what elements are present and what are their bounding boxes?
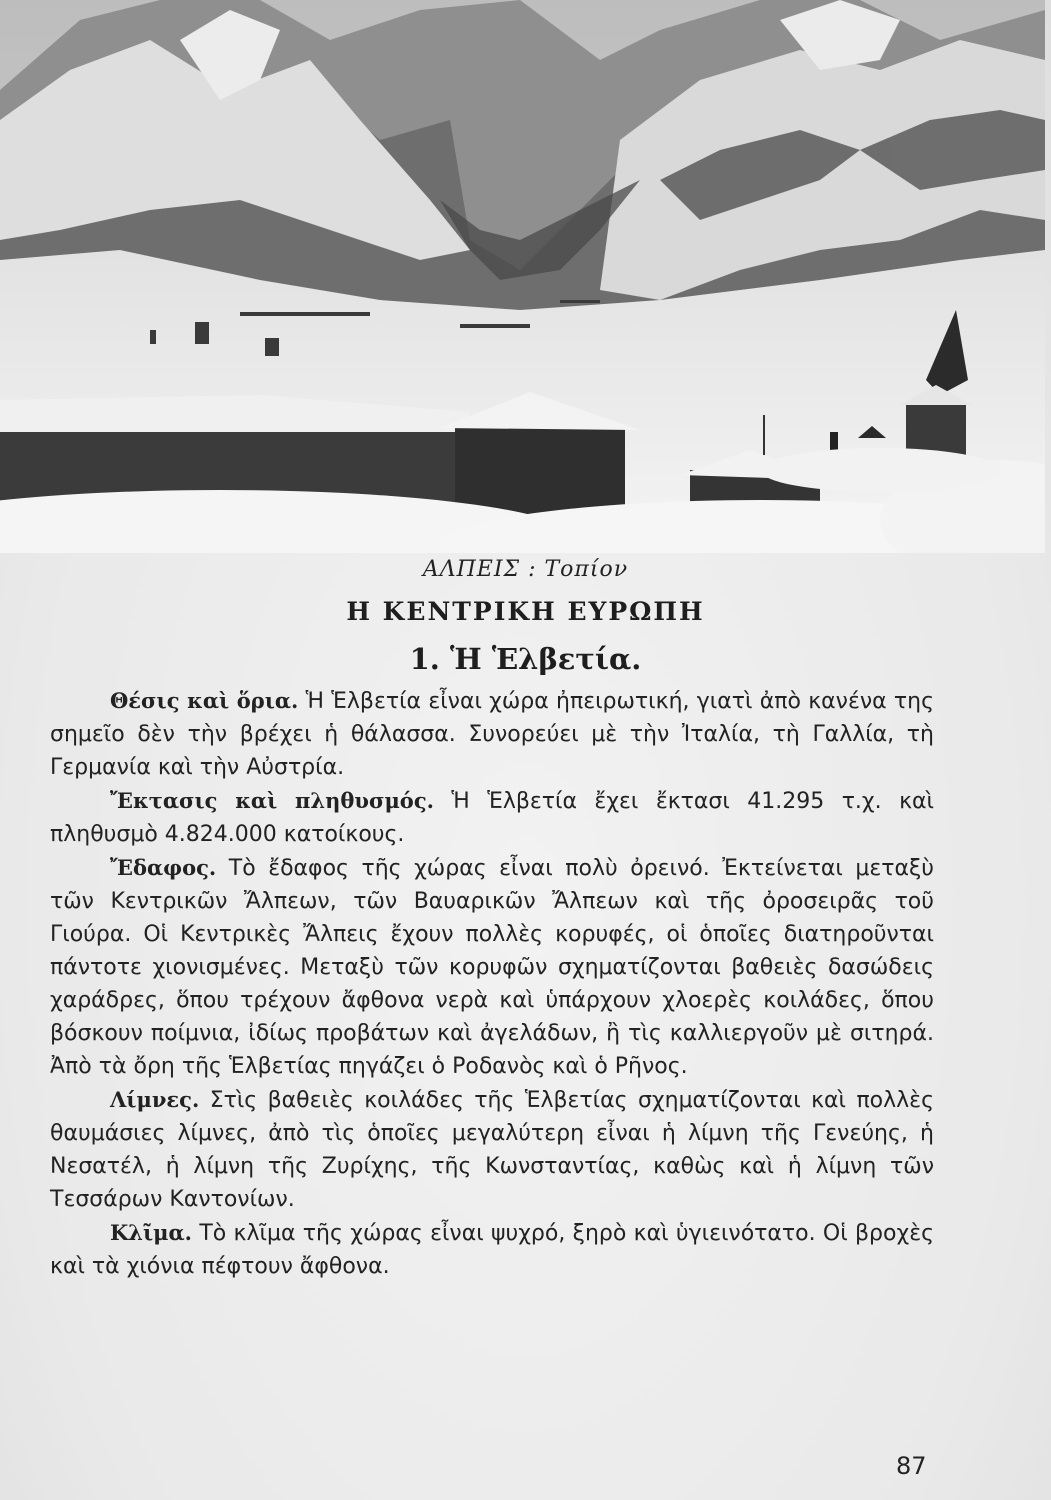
paragraph-heading: Ἔδαφος. bbox=[110, 855, 217, 880]
chapter-title: 1. Ἡ Ἑλβετία. bbox=[409, 642, 642, 676]
paragraph-position-borders bbox=[50, 684, 934, 784]
paragraph-text: Τὸ ἔδαφος τῆς χώρας εἶναι πολὺ ὀρεινό. Ἐκτείνεται μεταξὺ τῶν Κεντρικῶν Ἄλπεων, τῶν Βαυαρικῶν Ἄλπεων καὶ τῆς ὀροσειρᾶς τοῦ Γιούρα. Οἱ Κεντρικὲς Ἄλπεις ἔχουν πολλὲς κορυφές, οἱ ὁποῖες διατηροῦνται πάντοτε χιονισμένες. Μεταξὺ τῶν κορυφῶν σχηματίζονται βαθειὲς δασώδεις χαράδρες, ὅπου τρέχουν ἄφθονα νερὰ καὶ ὑπάρχουν χλοερὲς κοιλάδες, ὅπου βόσκουν ποίμνια, ἰδίως προβάτων καὶ ἀγελάδων, ἢ τὶς καλλιεργοῦν μὲ σιτηρά. Ἀπὸ τὰ ὄρη τῆς Ἑλβετίας πηγάζει ὁ Ροδανὸς καὶ ὁ Ρῆνος. bbox=[50, 856, 934, 1079]
paragraph-text: Ἡ Ἑλβετία εἶναι χώρα ἠπειρωτική, γιατὶ ἀπὸ κανένα της σημεῖο δὲν τὴν βρέχει ἡ θάλασσα. Συνορεύει μὲ τὴν Ἰταλία, τὴ Γαλλία, τὴ Γερμανία καὶ τὴν Αὐστρία. bbox=[50, 689, 935, 780]
paragraph-text: Τὸ κλῖμα τῆς χώρας εἶναι ψυχρό, ξηρὸ καὶ ὑγιεινότατο. Οἱ βροχὲς καὶ τὰ χιόνια πέφτουν ἄφθονα. bbox=[50, 1221, 934, 1279]
alps-photo-illustration bbox=[0, 0, 1045, 553]
page-number: 87 bbox=[896, 1452, 927, 1480]
section-title: Η ΚΕΝΤΡΙΚΗ ΕΥΡΩΠΗ bbox=[346, 597, 705, 626]
paragraph-heading: Ἔκτασις καὶ πληθυσμός. bbox=[110, 788, 434, 813]
paragraph-climate bbox=[50, 1216, 934, 1283]
photo-caption: ΑΛΠΕΙΣ : Τοπίον bbox=[422, 557, 629, 582]
article-body bbox=[50, 684, 934, 1283]
paragraph-text: Ἡ Ἑλβετία ἔχει ἔκτασι 41.295 τ.χ. καὶ πληθυσμὸ 4.824.000 κατοίκους. bbox=[50, 789, 934, 847]
paragraph-heading: Κλῖμα. bbox=[110, 1220, 192, 1245]
paragraph-heading: Λίμνες. bbox=[110, 1087, 200, 1112]
paragraph-terrain bbox=[50, 851, 934, 1083]
alps-landscape-photo bbox=[0, 0, 1045, 553]
paragraph-text: Στὶς βαθειὲς κοιλάδες τῆς Ἑλβετίας σχηματίζονται καὶ πολλὲς θαυμάσιες λίμνες, ἀπὸ τὶς ὁποῖες μεγαλύτερη εἶναι ἡ λίμνη τῆς Γενεύης, ἡ Νεσατέλ, ἡ λίμνη τῆς Ζυρίχης, τῆς Κωνσταντίας, καθὼς καὶ ἡ λίμνη τῶν Τεσσάρων Καντονίων. bbox=[50, 1088, 934, 1212]
paragraph-lakes bbox=[50, 1083, 934, 1216]
paragraph-heading: Θέσις καὶ ὅρια. bbox=[110, 688, 299, 713]
paragraph-area-population bbox=[50, 784, 934, 851]
